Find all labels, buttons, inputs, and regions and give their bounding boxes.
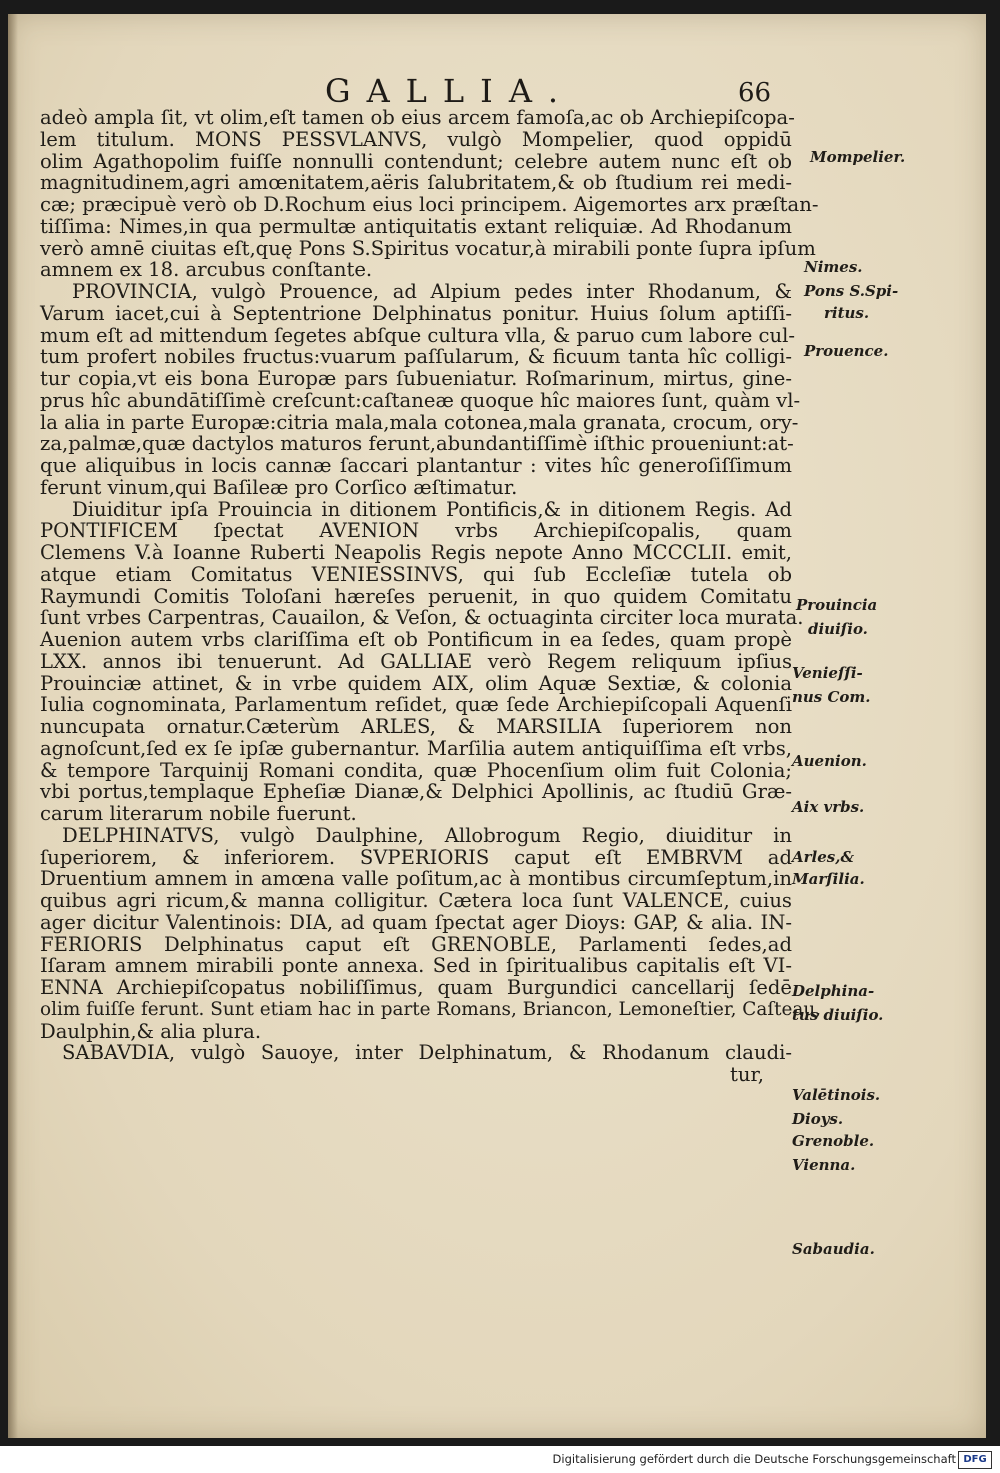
margin-note: Auenion. bbox=[792, 752, 867, 770]
text-line: & tempore Tarquinij Romani condita, quæ Phocenſium olim fuit Colonia; bbox=[40, 758, 792, 782]
margin-note: Delphina- bbox=[792, 982, 875, 1000]
text-line: prus hîc abundātiſſimè creſcunt:caſtaneæ quoque hîc maiores ſunt, quàm vl- bbox=[40, 388, 801, 412]
text-line: ager dicitur Valentinois: DIA, ad quam ſpectat ager Dioys: GAP, & alia. IN- bbox=[40, 910, 792, 934]
text-line: PONTIFICEM ſpectat AVENION vrbs Archiepiſcopalis, quam bbox=[40, 519, 792, 543]
text-line: Clemens V.à Ioanne Ruberti Neapolis Regis nepote Anno MCCCLII. emit, bbox=[40, 541, 792, 564]
running-title: GALLIA. bbox=[325, 72, 575, 110]
text-line: Daulphin,& alia plura. bbox=[40, 1019, 262, 1043]
margin-notes bbox=[790, 0, 980, 1300]
catchword-line: tur, bbox=[730, 1063, 764, 1086]
text-line: Iulia cognominata, Parlamentum reſidet, quæ ſede Archiepiſcopali Aquenſi bbox=[40, 693, 792, 717]
text-line: ſunt vrbes Carpentras, Cauailon, & Veſon, & octuaginta circiter loca murata. bbox=[40, 606, 804, 630]
text-line: verò amnē ciuitas eſt,quę Pons S.Spiritus vocatur,à mirabili ponte ſupra ipſum bbox=[40, 236, 816, 260]
margin-note: Vienna. bbox=[792, 1156, 856, 1174]
paragraph-start: DELPHINATVS, vulgò Daulphine, Allobrogum Regio, diuiditur in bbox=[62, 823, 792, 847]
text-line: olim Agathopolim fuiſſe nonnulli contendunt; celebre autem nunc eſt ob bbox=[40, 149, 792, 173]
text-line: lem titulum. MONS PESSVLANVS, vulgò Mompelier, quod oppidū bbox=[40, 127, 792, 151]
text-line: olim fuiſſe ferunt. Sunt etiam hac in parte Romans, Briancon, Lemoneſtier, Caſteau, bbox=[40, 998, 822, 1020]
text-line: LXX. annos ibi tenuerunt. Ad GALLIAE verò Regem reliquum ipſius bbox=[40, 649, 792, 673]
paragraph-start: PROVINCIA, vulgò Prouence, ad Alpium pedes inter Rhodanum, & bbox=[72, 280, 792, 303]
text-line: quibus agri ricum,& manna colligitur. Cætera loca ſunt VALENCE, cuius bbox=[40, 889, 792, 912]
margin-note: diuiſio. bbox=[808, 620, 868, 638]
text-line: ſuperiorem, & inferiorem. SVPERIORIS caput eſt EMBRVM ad bbox=[40, 845, 792, 869]
text-line: la alia in parte Europæ:citria mala,mala cotonea,mala granata, crocum, ory- bbox=[40, 410, 799, 434]
text-line: Iſaram amnem mirabili ponte annexa. Sed in ſpiritualibus capitalis eſt VI- bbox=[40, 954, 792, 978]
margin-note: tus diuiſio. bbox=[792, 1006, 884, 1024]
margin-note: Sabaudia. bbox=[792, 1240, 875, 1258]
margin-note: Mompelier. bbox=[810, 148, 906, 166]
paragraph-start: Diuiditur ipſa Prouincia in ditionem Pontificis,& in ditionem Regis. Ad bbox=[72, 497, 792, 521]
margin-note: ritus. bbox=[824, 304, 870, 322]
margin-note: Prouincia bbox=[796, 596, 878, 614]
margin-note: Dioys. bbox=[792, 1110, 844, 1128]
text-line: mum eſt ad mittendum ſegetes abſque cultura vlla, & paruo cum labore cul- bbox=[40, 323, 796, 347]
text-line: adeò ampla ſit, vt olim,eſt tamen ob eius arcem famoſa,ac ob Archiepiſcopa- bbox=[40, 106, 795, 129]
margin-note: Pons S.Spi- bbox=[804, 282, 899, 300]
text-line: carum literarum nobile fuerunt. bbox=[40, 802, 357, 825]
margin-note: Prouence. bbox=[804, 342, 889, 360]
text-line: magnitudinem,agri amœnitatem,aëris ſalubritatem,& ob ſtudium rei medi- bbox=[40, 171, 792, 195]
text-line: ferunt vinum,qui Baſileæ pro Corſico æſtimatur. bbox=[40, 475, 518, 499]
text-line: nuncupata ornatur.Cæterùm ARLES, & MARSILIA ſuperiorem non bbox=[40, 715, 792, 738]
text-line: za,palmæ,quæ dactylos maturos ferunt,abundantiſſimè iſthic proueniunt:at- bbox=[40, 432, 794, 456]
dfg-logo: DFG bbox=[958, 1451, 992, 1469]
text-line: vbi portus,templaque Epheſiæ Dianæ,& Delphici Apollinis, ac ſtudiū Græ- bbox=[40, 780, 792, 804]
margin-note: Grenoble. bbox=[792, 1132, 875, 1150]
text-line: que aliquibus in locis cannæ ſaccari plantantur : vites hîc generoſiſſimum bbox=[40, 454, 792, 477]
margin-note: Aix vrbs. bbox=[792, 798, 865, 816]
text-line: cæ; præcipuè verò ob D.Rochum eius loci principem. Aigemortes arx præſtan- bbox=[40, 193, 819, 216]
text-line: ENNA Archiepiſcopatus nobiliſſimus, quam Burgundici cancellarij ſedē bbox=[40, 976, 792, 999]
margin-note: Venieſſi- bbox=[792, 664, 863, 682]
margin-note: Arles,& bbox=[792, 848, 854, 866]
text-line: agnoſcunt,ſed ex ſe ipſæ gubernantur. Marſilia autem antiquiſſima eſt vrbs, bbox=[40, 736, 792, 760]
text-line: amnem ex 18. arcubus conſtante. bbox=[40, 258, 373, 282]
text-line: tiſſima: Nimes,in qua permultæ antiquitatis extant reliquiæ. Ad Rhodanum bbox=[40, 214, 792, 238]
margin-note: Marſilia. bbox=[792, 870, 865, 888]
text-line: tur copia,vt eis bona Europæ pars ſubueniatur. Roſmarinum, mirtus, gine- bbox=[40, 367, 792, 390]
paragraph-start: SABAVDIA, vulgò Sauoye, inter Delphinatum, & Rhodanum claudi- bbox=[62, 1041, 792, 1065]
text-line: atque etiam Comitatus VENIESSINVS, qui ſub Eccleſiæ tutela ob bbox=[40, 562, 792, 586]
text-line: Raymundi Comitis Toloſani hæreſes peruenit, in quo quidem Comitatu bbox=[40, 584, 792, 608]
page-gutter-shadow bbox=[8, 14, 18, 1438]
text-line: FERIORIS Delphinatus caput eſt GRENOBLE, Parlamenti ſedes,ad bbox=[40, 932, 792, 956]
text-line: Auenion autem vrbs clariſſima eſt ob Pontificum in ea ſedes, quam propè bbox=[40, 628, 792, 651]
margin-note: Valētinois. bbox=[792, 1086, 881, 1104]
text-line: Prouinciæ attinet, & in vrbe quidem AIX, olim Aquæ Sextiæ, & colonia bbox=[40, 671, 792, 695]
margin-note: nus Com. bbox=[792, 688, 871, 706]
margin-note: Nimes. bbox=[804, 258, 863, 276]
funding-notice: Digitalisierung gefördert durch die Deutsche Forschungsgemeinschaft bbox=[552, 1452, 956, 1466]
main-text-block bbox=[40, 106, 822, 1086]
digitization-footer bbox=[0, 1446, 1000, 1473]
page-number: 66 bbox=[738, 78, 772, 108]
text-line: tum profert nobiles fructus:vuarum paſſularum, & ficuum tanta hîc colligi- bbox=[40, 345, 792, 369]
text-line: Varum iacet,cui à Septentrione Delphinatus ponitur. Huius ſolum aptiſſi- bbox=[40, 301, 792, 325]
text-line: Druentium amnem in amœna valle poſitum,ac à montibus circumſeptum,in bbox=[40, 867, 792, 891]
